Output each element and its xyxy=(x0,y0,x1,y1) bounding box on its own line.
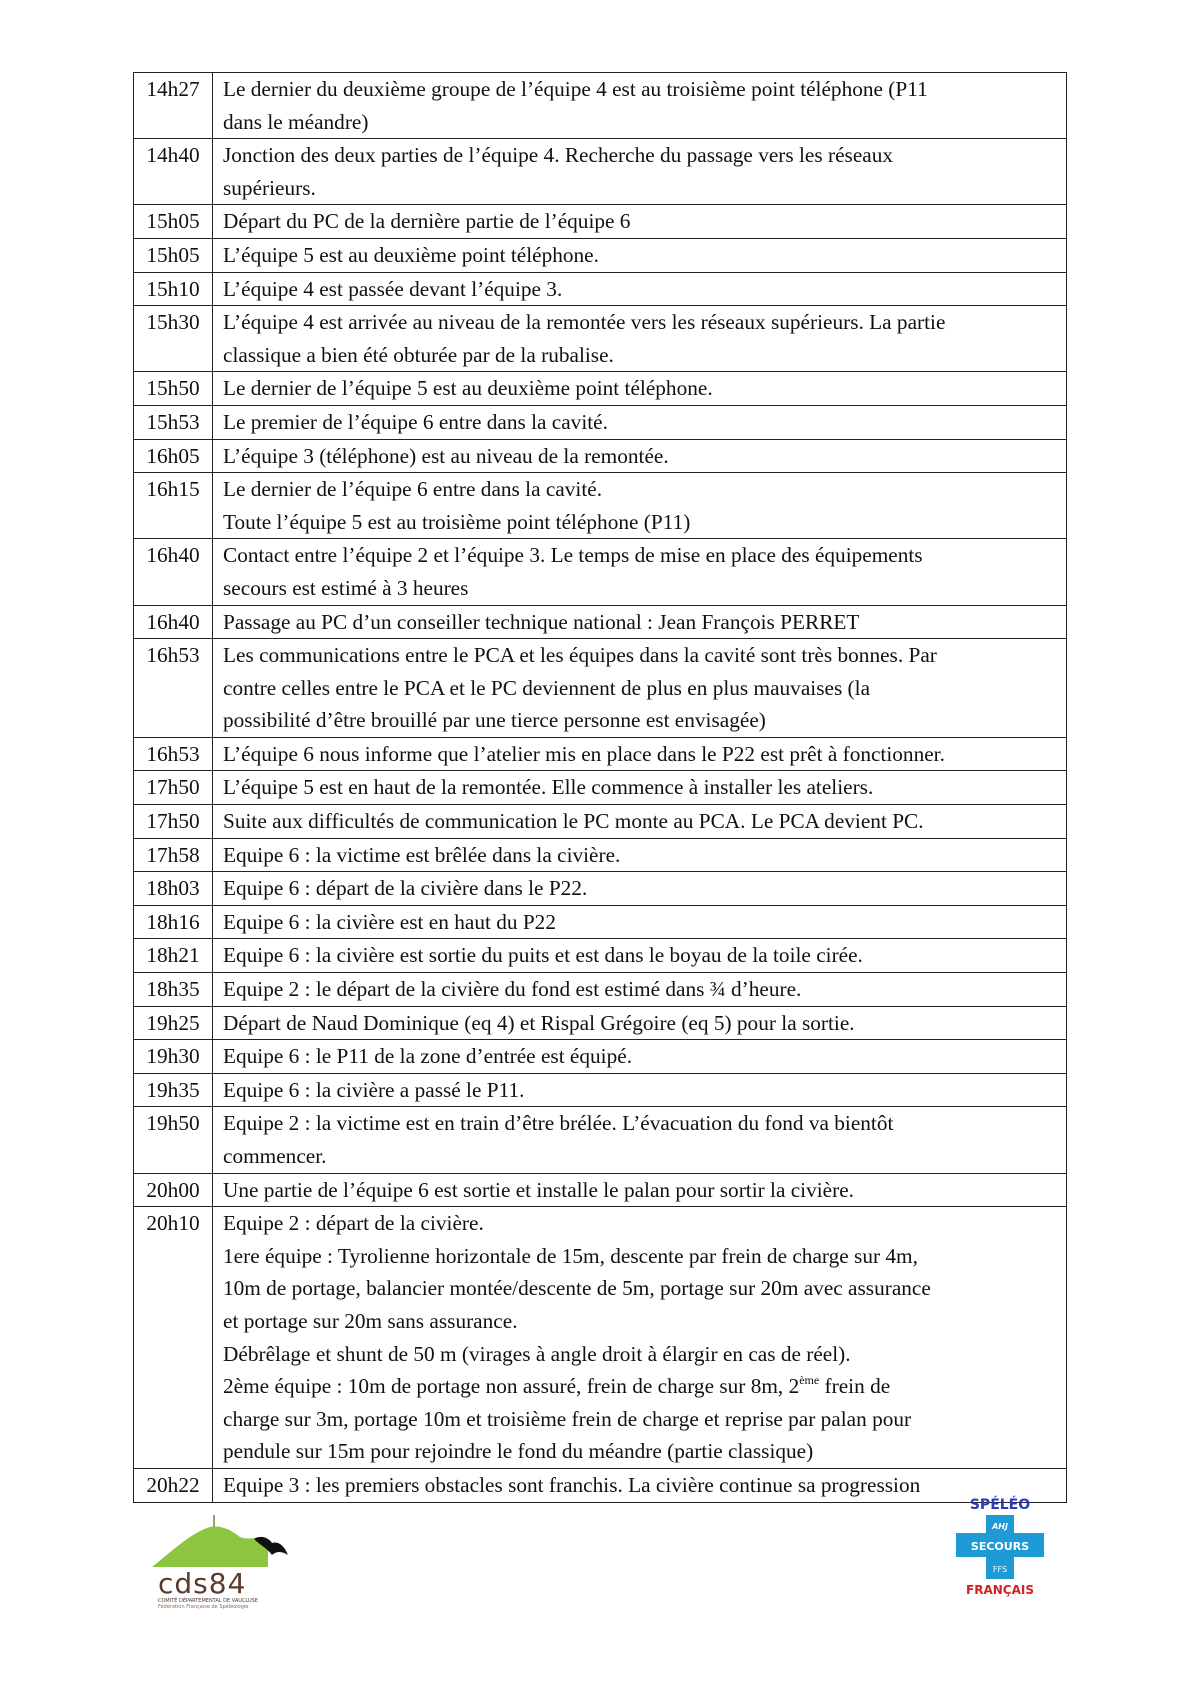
log-description-line: Départ de Naud Dominique (eq 4) et Rispal Grégoire (eq 5) pour la sortie. xyxy=(223,1010,855,1035)
log-row xyxy=(134,372,1067,406)
log-description xyxy=(213,737,1067,771)
log-description-line: classique a bien été obturée par de la rubalise. xyxy=(223,342,614,367)
log-description-line: pendule sur 15m pour rejoindre le fond du méandre (partie classique) xyxy=(223,1439,814,1464)
log-row xyxy=(134,139,1067,205)
line-text-before: 2ème équipe : 10m de portage non assuré, frein de charge sur 8m, 2 xyxy=(223,1374,800,1399)
log-row xyxy=(134,1173,1067,1207)
log-time: 16h40 xyxy=(134,605,213,639)
cds84-subtitle-1: COMITÉ DÉPARTEMENTAL DE VAUCLUSE xyxy=(158,1598,258,1604)
log-description-line: Jonction des deux parties de l’équipe 4. Recherche du passage vers les réseaux xyxy=(223,143,894,168)
log-time: 18h35 xyxy=(134,973,213,1007)
log-description-line: Equipe 6 : la civière a passé le P11. xyxy=(223,1077,525,1102)
log-description-line: Le premier de l’équipe 6 entre dans la cavité. xyxy=(223,409,608,434)
log-description-line: Contact entre l’équipe 2 et l’équipe 3. Le temps de mise en place des équipements xyxy=(223,543,923,568)
log-time: 16h40 xyxy=(134,539,213,605)
secours-text: SECOURS xyxy=(970,1540,1030,1553)
ffs-text: FFS xyxy=(992,1565,1008,1574)
log-description xyxy=(213,1173,1067,1207)
log-time: 19h25 xyxy=(134,1006,213,1040)
log-time: 17h50 xyxy=(134,771,213,805)
log-description xyxy=(213,838,1067,872)
log-time: 15h50 xyxy=(134,372,213,406)
log-description xyxy=(213,1107,1067,1173)
log-description-line: L’équipe 5 est en haut de la remontée. Elle commence à installer les ateliers. xyxy=(223,775,874,800)
log-row xyxy=(134,473,1067,539)
log-description-line: et portage sur 20m sans assurance. xyxy=(223,1308,518,1333)
log-description-line: Toute l’équipe 5 est au troisième point téléphone (P11) xyxy=(223,509,691,534)
log-description-line: Equipe 2 : la victime est en train d’être brélée. L’évacuation du fond va bientôt xyxy=(223,1111,894,1136)
log-row xyxy=(134,639,1067,738)
log-description xyxy=(213,439,1067,473)
log-description-line: Equipe 3 : les premiers obstacles sont franchis. La civière continue sa progression xyxy=(223,1472,921,1497)
log-description xyxy=(213,872,1067,906)
log-description xyxy=(213,771,1067,805)
log-time: 15h30 xyxy=(134,306,213,372)
log-row xyxy=(134,1073,1067,1107)
log-description-line: contre celles entre le PCA et le PC deviennent de plus en plus mauvaises (la xyxy=(223,675,871,700)
log-description-line: Equipe 6 : départ de la civière dans le P22. xyxy=(223,876,588,901)
log-row xyxy=(134,73,1067,139)
log-time: 18h16 xyxy=(134,905,213,939)
log-time: 14h40 xyxy=(134,139,213,205)
log-row xyxy=(134,405,1067,439)
log-description xyxy=(213,939,1067,973)
log-time: 16h15 xyxy=(134,473,213,539)
log-row xyxy=(134,306,1067,372)
log-description xyxy=(213,238,1067,272)
speleo-secours-logo xyxy=(950,1495,1050,1605)
log-description-line: L’équipe 6 nous informe que l’atelier mis en place dans le P22 est prêt à fonctionner. xyxy=(223,741,945,766)
log-row xyxy=(134,1468,1067,1502)
log-row xyxy=(134,539,1067,605)
log-description-line: L’équipe 5 est au deuxième point téléphone. xyxy=(223,242,599,267)
log-row xyxy=(134,439,1067,473)
log-description-line: commencer. xyxy=(223,1144,327,1168)
log-description-line: Passage au PC d’un conseiller technique national : Jean François PERRET xyxy=(223,609,860,634)
cds84-logo xyxy=(150,1515,300,1615)
log-time: 15h05 xyxy=(134,238,213,272)
log-description-line xyxy=(223,1370,1062,1403)
log-description-line: Equipe 6 : la victime est brêlée dans la civière. xyxy=(223,842,621,867)
event-log-table xyxy=(133,72,1067,1503)
log-time: 15h53 xyxy=(134,405,213,439)
log-description xyxy=(213,973,1067,1007)
cds84-wordmark: cds84 xyxy=(158,1567,247,1600)
log-row xyxy=(134,838,1067,872)
log-description-line: 10m de portage, balancier montée/descente de 5m, portage sur 20m avec assurance xyxy=(223,1276,931,1301)
log-description-line: Départ du PC de la dernière partie de l’équipe 6 xyxy=(223,209,631,234)
log-description xyxy=(213,1468,1067,1502)
log-time: 18h21 xyxy=(134,939,213,973)
francais-text: FRANÇAIS xyxy=(966,1583,1034,1597)
log-row xyxy=(134,805,1067,839)
log-description xyxy=(213,306,1067,372)
log-description-line: Le dernier du deuxième groupe de l’équipe 4 est au troisième point téléphone (P11 xyxy=(223,77,928,101)
log-description xyxy=(213,605,1067,639)
log-description-line: dans le méandre) xyxy=(223,109,369,134)
log-description xyxy=(213,905,1067,939)
log-description xyxy=(213,473,1067,539)
log-row xyxy=(134,238,1067,272)
log-time: 20h22 xyxy=(134,1468,213,1502)
log-description xyxy=(213,639,1067,738)
log-time: 19h30 xyxy=(134,1040,213,1074)
log-time: 20h00 xyxy=(134,1173,213,1207)
log-time: 20h10 xyxy=(134,1207,213,1469)
log-row xyxy=(134,872,1067,906)
log-description xyxy=(213,405,1067,439)
log-description-line: Le dernier de l’équipe 5 est au deuxième point téléphone. xyxy=(223,376,713,401)
log-description xyxy=(213,805,1067,839)
log-description-line: Les communications entre le PCA et les équipes dans la cavité sont très bonnes. Par xyxy=(223,643,937,668)
log-row xyxy=(134,1107,1067,1173)
log-row xyxy=(134,973,1067,1007)
log-description-line: Le dernier de l’équipe 6 entre dans la cavité. xyxy=(223,477,603,502)
log-time: 16h53 xyxy=(134,737,213,771)
ahj-text: AHJ xyxy=(992,1522,1008,1531)
log-row xyxy=(134,1207,1067,1469)
log-row xyxy=(134,905,1067,939)
log-description xyxy=(213,205,1067,239)
log-row xyxy=(134,771,1067,805)
log-time: 19h35 xyxy=(134,1073,213,1107)
log-row xyxy=(134,1040,1067,1074)
log-description-line: L’équipe 3 (téléphone) est au niveau de la remontée. xyxy=(223,443,669,468)
log-time: 15h10 xyxy=(134,272,213,306)
log-description-line: Suite aux difficultés de communication le PC monte au PCA. Le PCA devient PC. xyxy=(223,809,924,834)
log-row xyxy=(134,205,1067,239)
log-description-line: L’équipe 4 est arrivée au niveau de la remontée vers les réseaux supérieurs. La partie xyxy=(223,310,946,335)
log-description xyxy=(213,539,1067,605)
log-time: 15h05 xyxy=(134,205,213,239)
ordinal-superscript: ème xyxy=(799,1373,820,1388)
log-description xyxy=(213,372,1067,406)
cds84-subtitle-2: Fédération Française de Spéléologie xyxy=(158,1604,249,1610)
log-description-line: charge sur 3m, portage 10m et troisième frein de charge et reprise par palan pour xyxy=(223,1406,912,1431)
log-row xyxy=(134,272,1067,306)
log-description-line: Equipe 2 : le départ de la civière du fond est estimé dans ¾ d’heure. xyxy=(223,977,802,1002)
log-description-line: Equipe 6 : le P11 de la zone d’entrée est équipé. xyxy=(223,1044,633,1069)
log-description-line: supérieurs. xyxy=(223,175,316,200)
log-time: 18h03 xyxy=(134,872,213,906)
log-time: 16h53 xyxy=(134,639,213,738)
log-description-line: Débrêlage et shunt de 50 m (virages à angle droit à élargir en cas de réel). xyxy=(223,1341,851,1366)
event-log-body xyxy=(134,73,1067,1503)
log-description xyxy=(213,139,1067,205)
log-time: 17h50 xyxy=(134,805,213,839)
log-description-line: secours est estimé à 3 heures xyxy=(223,575,469,600)
log-description-line: possibilité d’être brouillé par une tierce personne est envisagée) xyxy=(223,708,766,733)
log-description xyxy=(213,73,1067,139)
log-row xyxy=(134,605,1067,639)
log-row xyxy=(134,939,1067,973)
log-description-line: 1ere équipe : Tyrolienne horizontale de 15m, descente par frein de charge sur 4m, xyxy=(223,1243,918,1268)
speleo-text: SPÉLÉO xyxy=(969,1497,1031,1513)
log-description xyxy=(213,1006,1067,1040)
log-description xyxy=(213,1040,1067,1074)
log-description-line: Equipe 6 : la civière est en haut du P22 xyxy=(223,909,556,934)
log-time: 19h50 xyxy=(134,1107,213,1173)
log-row xyxy=(134,737,1067,771)
line-text-after: frein de xyxy=(819,1374,891,1399)
log-description-line: Une partie de l’équipe 6 est sortie et installe le palan pour sortir la civière. xyxy=(223,1177,854,1202)
log-description-line: L’équipe 4 est passée devant l’équipe 3. xyxy=(223,276,563,301)
log-description xyxy=(213,1073,1067,1107)
log-description xyxy=(213,272,1067,306)
log-time: 17h58 xyxy=(134,838,213,872)
log-time: 14h27 xyxy=(134,73,213,139)
log-description xyxy=(213,1207,1067,1469)
log-time: 16h05 xyxy=(134,439,213,473)
log-description-line: Equipe 2 : départ de la civière. xyxy=(223,1211,484,1236)
log-row xyxy=(134,1006,1067,1040)
log-description-line: Equipe 6 : la civière est sortie du puits et est dans le boyau de la toile cirée. xyxy=(223,943,863,968)
